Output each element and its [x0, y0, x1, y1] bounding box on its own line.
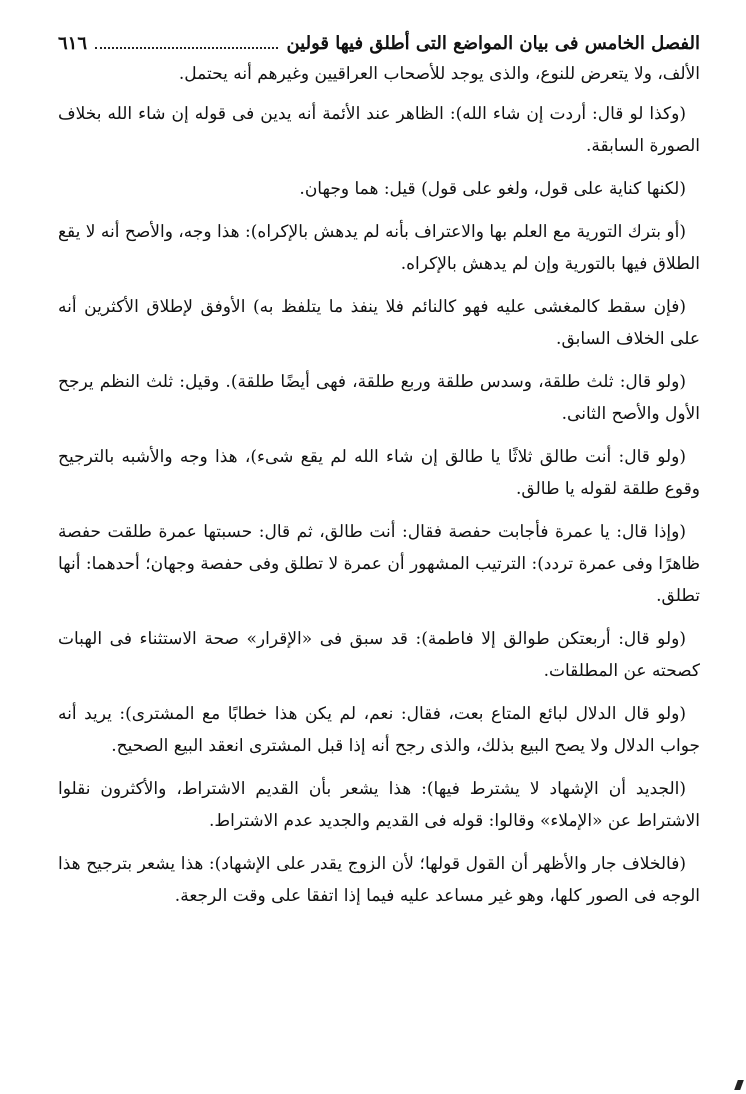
chapter-title: الفصل الخامس فى بيان المواضع التى أطلق فيها قولين	[286, 33, 700, 54]
paragraph: (ولو قال: أنت طالق ثلاثًا يا طالق إن شاء الله لم يقع شىء)، هذا وجه والأشبه بالترجيح وقوع طلقة لقوله يا طالق.	[58, 447, 700, 499]
paragraph: (الجديد أن الإشهاد لا يشترط فيها): هذا يشعر بأن القديم الاشتراط، والأكثرون نقلوا الاشتراط عن «الإملاء» وقالوا: قوله فى القديم والجديد عدم الاشتراط.	[58, 779, 700, 831]
paragraph: (فالخلاف جار والأظهر أن القول قولها؛ لأن الزوج يقدر على الإشهاد): هذا يشعر بترجيح هذا الوجه فى الصور كلها، وهو غير مساعد عليه فيما إذا اتفقا على وقت الرجعة.	[58, 854, 700, 906]
paragraph: (لكنها كناية على قول، ولغو على قول) قيل: هما وجهان.	[299, 179, 686, 199]
document-page	[58, 30, 700, 912]
page-number: ٦١٦	[58, 33, 88, 54]
paragraph: (ولو قال: أربعتكن طوالق إلا فاطمة): قد سبق فى «الإقرار» صحة الاستثناء فى الهبات كصحته عن المطلقات.	[58, 629, 700, 681]
paragraph: (فإن سقط كالمغشى عليه فهو كالنائم فلا ينفذ ما يتلفظ به) الأوفق لإطلاق الأكثرين أنه على الخلاف السابق.	[58, 297, 700, 349]
paragraph: (وإذا قال: يا عمرة فأجابت حفصة فقال: أنت طالق، ثم قال: حسبتها عمرة طلقت حفصة ظاهرًا وفى عمرة تردد): الترتيب المشهور أن عمرة لا تطلق وفى حفصة وجهان؛ أحدهما: أنها تطلق.	[58, 522, 700, 606]
dot-leader	[95, 37, 278, 49]
paragraph: (أو بترك التورية مع العلم بها والاعتراف بأنه لم يدهش بالإكراه): هذا وجه، والأصح أنه لا يقع الطلاق فيها بالتورية وإن لم يدهش بالإكراه.	[58, 222, 700, 274]
scan-corner-mark	[734, 1080, 744, 1090]
paragraph: (وكذا لو قال: أردت إن شاء الله): الظاهر عند الأئمة أنه يدين فى قوله إن شاء الله بخلاف الصورة السابقة.	[58, 104, 700, 156]
running-head	[58, 30, 700, 58]
paragraph: (ولو قال: ثلث طلقة، وسدس طلقة وربع طلقة، فهى أيضًا طلقة). وقيل: ثلث النظم يرجح الأول والأصح الثانى.	[58, 372, 700, 424]
paragraph-continuation: الألف، ولا يتعرض للنوع، والذى يوجد للأصحاب العراقيين وغيرهم أنه يحتمل.	[178, 64, 700, 84]
paragraph: (ولو قال الدلال لبائع المتاع بعت، فقال: نعم، لم يكن هذا خطابًا مع المشترى): يريد أنه جواب الدلال ولا يصح البيع بذلك، والذى رجح أنه إذا قبل المشترى انعقد البيع الصحيح.	[58, 704, 700, 756]
